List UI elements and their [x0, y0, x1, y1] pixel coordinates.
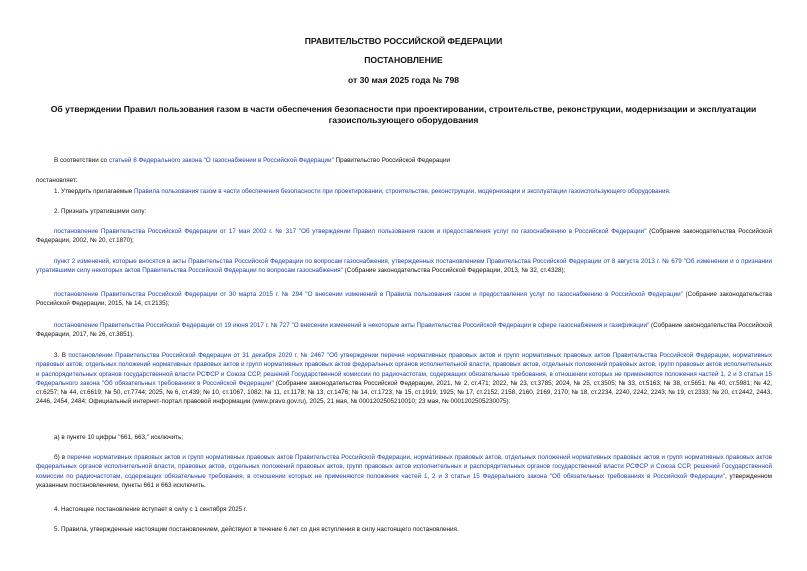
preamble-text: В соответствии со — [54, 157, 109, 164]
repealed-text: (Собрание законодательства Российской Федерации, 2015, № 14, ст.2135); — [36, 291, 773, 308]
repealed-text: (Собрание законодательства Российской Федерации, 2017, № 26, ст.3851). — [36, 322, 772, 339]
item-5: 5. Правила, утвержденные настоящим постановлением, действуют в течение 6 лет со дня вступления в силу настоящего постановления. — [54, 526, 459, 533]
government-heading: ПРАВИТЕЛЬСТВО РОССИЙСКОЙ ФЕДЕРАЦИИ — [304, 36, 503, 46]
item-3b-link[interactable]: перечне нормативных правовых актов и групп нормативных правовых актов Правительства Российской Федерации, нормативных правовых актов, отдельных положений нормативных правовых актов и групп нормативных правовых актов федеральных органов исполнительной власти, правовых актов, отдельных положений правовых актов, групп правовых актов исполнительных и распорядительных органов государственной власти РСФСР и Союза ССР, решений Государственной комиссии по радиочастотам, содержащих обязательные требования, в отношении которых не применяются положения частей 1, 2 и 3 статьи 15 Федерального закона "Об обязательных требованиях в Российской Федерации" — [36, 454, 772, 480]
item-3-text: 3. В — [54, 352, 69, 359]
item-3a: а) в пункте 10 цифры "661, 663," исключить; — [54, 434, 184, 441]
repealed-link[interactable]: пункт 2 изменений, которые вносятся в акты Правительства Российской Федерации по вопросам газоснабжения, утвержденных постановлением Правительства Российской Федерации от 8 августа 2013 г. № 679 "Об изменении и о признании утратившими силу некоторых актов Правительства Российской Федерации по вопросам газоснабжения" — [36, 258, 772, 275]
item-3 — [36, 351, 772, 407]
item-1-text: 1. Утвердить прилагаемые — [54, 188, 134, 195]
document-title: Об утверждении Правил пользования газом в части обеспечения безопасности при проектировании, строительстве, реконструкции, модернизации и эксплуатации газоиспользующего оборудования — [50, 104, 757, 125]
doc-type-heading: ПОСТАНОВЛЕНИЕ — [364, 55, 443, 65]
repealed-text: (Собрание законодательства Российской Федерации, 2002, № 20, ст.1870); — [36, 228, 772, 245]
preamble-text-after: Правительство Российской Федерации — [333, 157, 451, 164]
date-number: от 30 мая 2025 года № 798 — [347, 75, 460, 85]
item-1 — [36, 187, 772, 196]
item-3-link[interactable]: постановлении Правительства Российской Федерации от 31 декабря 2020 г. № 2467 "Об утверждении перечня нормативных правовых актов и групп нормативных правовых актов Правительства Российской Федерации, нормативных правовых актов, отдельных положений нормативных правовых актов и групп нормативных правовых актов федеральных органов исполнительной власти, правовых актов, отдельных положений правовых актов, групп правовых актов исполнительных и распорядительных органов государственной власти РСФСР и Союза ССР, решений Государственной комиссии по радиочастотам, содержащих обязательные требования, в отношении которых не применяются положения частей 1, 2 и 3 статьи 15 Федерального закона "Об обязательных требованиях в Российской Федерации" — [36, 352, 772, 387]
repealed-item — [36, 227, 772, 246]
item-1-text-after: . — [668, 188, 671, 195]
item-3b — [36, 453, 772, 490]
item-3-text-after: (Собрание законодательства Российской Федерации, 2021, № 2, ст.471; 2022, № 23, ст.3785; 2024, № 25, ст.3505; № 33, ст.5163; № 38, ст.5651; № 40, ст.5981; № 42, ст.6257; № 44, ст.6619; № 50, ст.7744; 2025, № 6, ст.439; № 10, ст.1067, 1082; № 11, ст.1178; № 13, ст.1476; № 14, ст.1723; № 15, ст.1919, 1925; № 17, ст.2152, 2158, 2160, 2169, 2170; № 18, ст.2234, 2240, 2242, 2243; № 19, ст.2333; № 20, ст.2442, 2443, 2446, 2454, 2484; Официальный интернет-портал правовой информации (www.pravo.gov.ru), 2025, 21 мая, № 0001202505210010; 23 мая, № 0001202505230075): — [36, 379, 772, 406]
repealed-item — [36, 257, 772, 276]
repealed-link[interactable]: постановление Правительства Российской Федерации от 30 марта 2015 г. № 294 "О внесении изменений в Правила пользования газом и предоставления услуг по газоснабжению в Российской Федерации" — [54, 291, 683, 298]
preamble-link[interactable]: статьей 8 Федерального закона "О газоснабжении в Российской Федерации" — [108, 157, 334, 164]
item-1-link[interactable]: Правила пользования газом в части обеспечения безопасности при проектировании, строительстве, реконструкции, модернизации и эксплуатации газоиспользующего оборудования — [134, 188, 669, 195]
item-2: 2. Признать утратившими силу: — [54, 208, 147, 215]
repealed-item — [36, 321, 772, 340]
repealed-item — [36, 290, 772, 309]
decree-word: постановляет: — [36, 177, 78, 184]
preamble — [36, 156, 772, 165]
repealed-text: (Собрание законодательства Российской Федерации, 2013, № 32, ст.4328); — [342, 267, 566, 275]
item-4: 4. Настоящее постановление вступает в силу с 1 сентября 2025 г. — [54, 506, 248, 513]
item-3b-text: б) в — [54, 454, 68, 461]
repealed-link[interactable]: постановление Правительства Российской Федерации от 19 июня 2017 г. № 727 "О внесении изменений в некоторые акты Правительства Российской Федерации в сфере газоснабжения и газификации" — [54, 322, 650, 329]
item-3b-text-after: , утвержденном указанным постановлением, пункты 661 и 663 исключить. — [36, 472, 772, 489]
repealed-link[interactable]: постановление Правительства Российской Федерации от 17 мая 2002 г. № 317 "Об утверждении Правил пользования газом и предоставления услуг по газоснабжению в Российской Федерации" — [54, 228, 647, 235]
